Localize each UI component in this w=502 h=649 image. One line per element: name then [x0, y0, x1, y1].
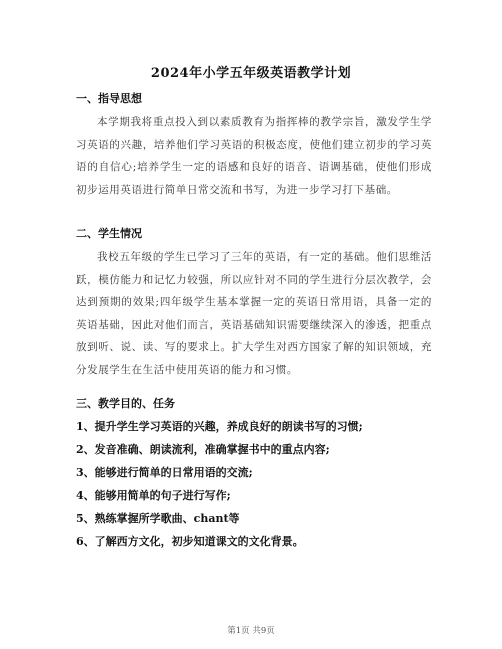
section-heading-student-situation: 二、学生情况	[76, 227, 142, 240]
task-item: 1、提升学生学习英语的兴趣，养成良好的朗读书写的习惯;	[76, 420, 363, 433]
task-item: 5、熟练掌握所学歌曲、chant等	[76, 512, 240, 525]
section-heading-guiding-ideology: 一、指导思想	[76, 92, 142, 105]
section-paragraph-student-situation: 我校五年级的学生已学习了三年的英语，有一定的基础。他们思维活跃，模仿能力和记忆力较强，所以应针对不同的学生进行分层次教学，会达到预期的效果;四年级学生基本掌握一定的英语日常用语，具备一定的英语基础，因此对他们而言，英语基础知识需要继续深入的渗透，把重点放到听、说、读、写的要求上。扩大学生对西方国家了解的知识领域，充分发展学生在生活中使用英语的能力和习惯。	[76, 251, 432, 376]
task-item: 6、了解西方文化，初步知道课文的文化背景。	[76, 535, 304, 548]
task-item: 2、发音准确、朗读流利，准确掌握书中的重点内容;	[76, 443, 330, 456]
page-number-footer: 第1页 共9页	[227, 626, 275, 636]
document-title: 2024年小学五年级英语教学计划	[150, 66, 352, 81]
task-item: 3、能够进行简单的日常用语的交流;	[76, 466, 253, 479]
section-paragraph-guiding-ideology: 本学期我将重点投入到以素质教育为指挥棒的教学宗旨，激发学生学习英语的兴趣，培养他们学习英语的积极态度，使他们建立初步的学习英语的自信心;培养学生一定的语感和良好的语音、语调基础，使他们形成初步运用英语进行简单日常交流和书写，为进一步学习打下基础。	[76, 116, 432, 196]
task-item: 4、能够用简单的句子进行写作;	[76, 489, 231, 502]
section-heading-teaching-goals: 三、教学目的、任务	[76, 397, 175, 410]
